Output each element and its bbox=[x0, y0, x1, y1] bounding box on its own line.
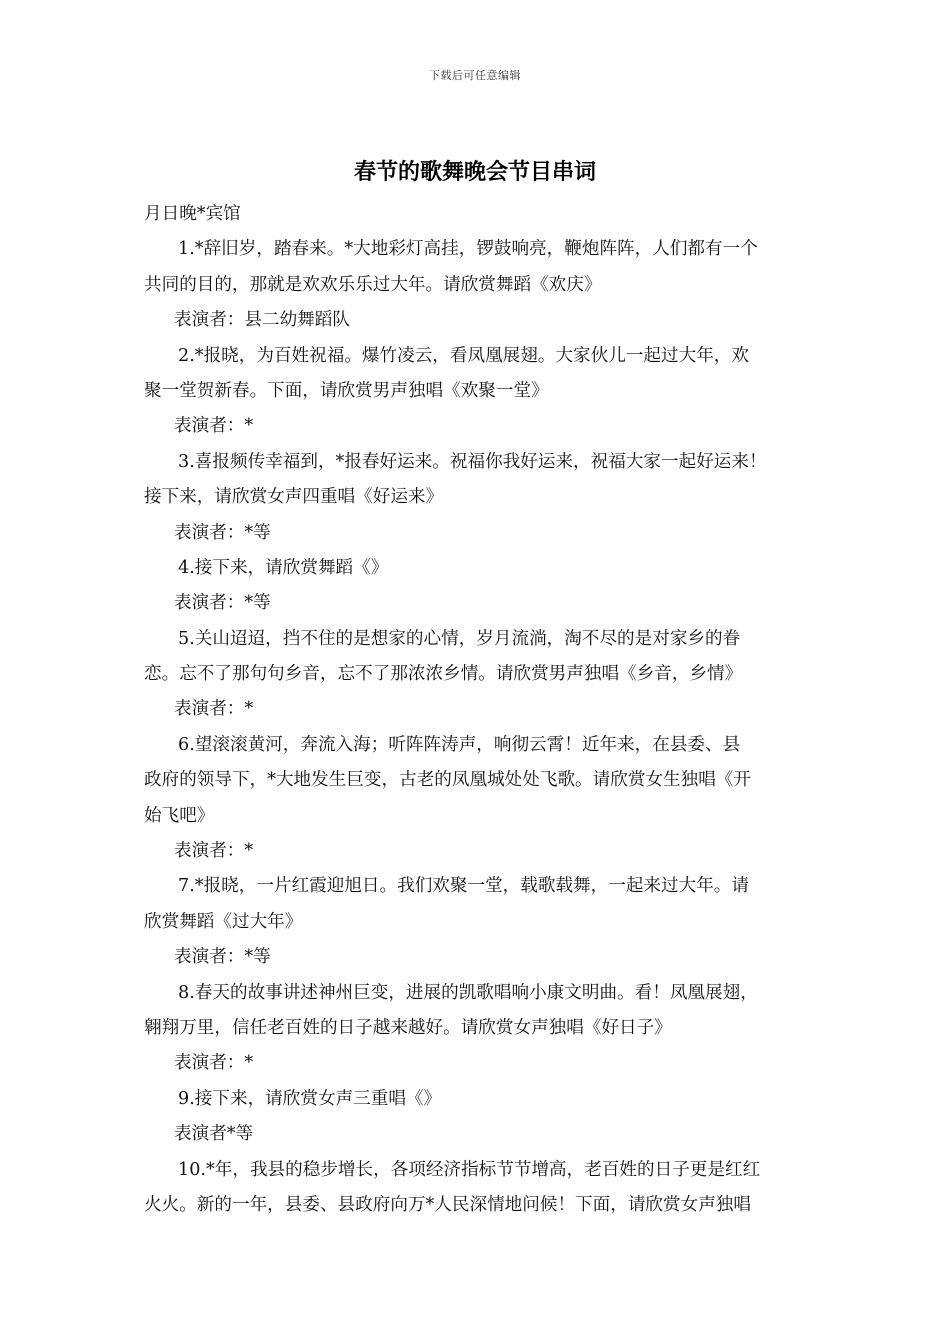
text-line: 表演者：县二幼舞蹈队 bbox=[174, 310, 350, 331]
text-line: 7.*报晓，一片红霞迎旭日。我们欢聚一堂，载歌载舞，一起来过大年。请 bbox=[178, 876, 749, 897]
text-line: 10.*年，我县的稳步增长，各项经济指标节节增高，老百姓的日子更是红红 bbox=[178, 1159, 761, 1180]
text-line: 月日晚*宾馆 bbox=[144, 204, 241, 224]
text-line: 表演者：*等 bbox=[174, 947, 271, 968]
text-line: 表演者：* bbox=[174, 416, 254, 437]
text-line: 恋。忘不了那句句乡音，忘不了那浓浓乡情。请欣赏男声独唱《乡音，乡情》 bbox=[144, 664, 743, 685]
text-line: 翱翔万里，信任老百姓的日子越来越好。请欣赏女声独唱《好日子》 bbox=[144, 1017, 672, 1038]
text-line: 6.望滚滚黄河，奔流入海；听阵阵涛声，响彻云霄！近年来，在县委、县 bbox=[178, 734, 741, 755]
text-line: 5.关山迢迢，挡不住的是想家的心情，岁月流淌，淘不尽的是对家乡的眷 bbox=[178, 628, 741, 649]
text-line: 聚一堂贺新春。下面，请欣赏男声独唱《欢聚一堂》 bbox=[144, 380, 549, 401]
text-line: 1.*辞旧岁，踏春来。*大地彩灯高挂，锣鼓响亮，鞭炮阵阵，人们都有一个 bbox=[178, 239, 758, 260]
header-note: 下载后可任意编辑 bbox=[429, 69, 521, 82]
text-line: 始飞吧》 bbox=[144, 805, 215, 826]
text-line: 表演者：* bbox=[174, 1053, 254, 1074]
text-line: 表演者：*等 bbox=[174, 522, 271, 543]
text-line: 欣赏舞蹈《过大年》 bbox=[144, 911, 303, 932]
text-line: 接下来，请欣赏女声四重唱《好运来》 bbox=[144, 487, 444, 508]
text-line: 表演者：* bbox=[174, 841, 254, 862]
text-line: 表演者：*等 bbox=[174, 593, 271, 614]
text-line: 表演者：* bbox=[174, 699, 254, 720]
text-line: 4.接下来，请欣赏舞蹈《》 bbox=[178, 557, 389, 578]
text-line: 2.*报晓，为百姓祝福。爆竹凌云，看凤凰展翅。大家伙儿一起过大年，欢 bbox=[178, 345, 749, 366]
document-body bbox=[144, 197, 816, 1223]
text-line: 3.喜报频传幸福到，*报春好运来。祝福你我好运来，祝福大家一起好运来！ bbox=[178, 451, 767, 472]
text-line: 9.接下来，请欣赏女声三重唱《》 bbox=[178, 1088, 442, 1109]
text-line: 8.春天的故事讲述神州巨变，进展的凯歌唱响小康文明曲。看！凤凰展翅， bbox=[178, 982, 758, 1003]
text-line: 表演者*等 bbox=[174, 1124, 254, 1145]
text-line: 火火。新的一年，县委、县政府向万*人民深情地问候！下面，请欣赏女声独唱 bbox=[144, 1194, 751, 1215]
text-line: 共同的目的，那就是欢欢乐乐过大年。请欣赏舞蹈《欢庆》 bbox=[144, 274, 602, 295]
text-line: 政府的领导下，*大地发生巨变，古老的凤凰城处处飞歌。请欣赏女生独唱《开 bbox=[144, 770, 751, 791]
document-title: 春节的歌舞晚会节目串词 bbox=[353, 159, 596, 185]
